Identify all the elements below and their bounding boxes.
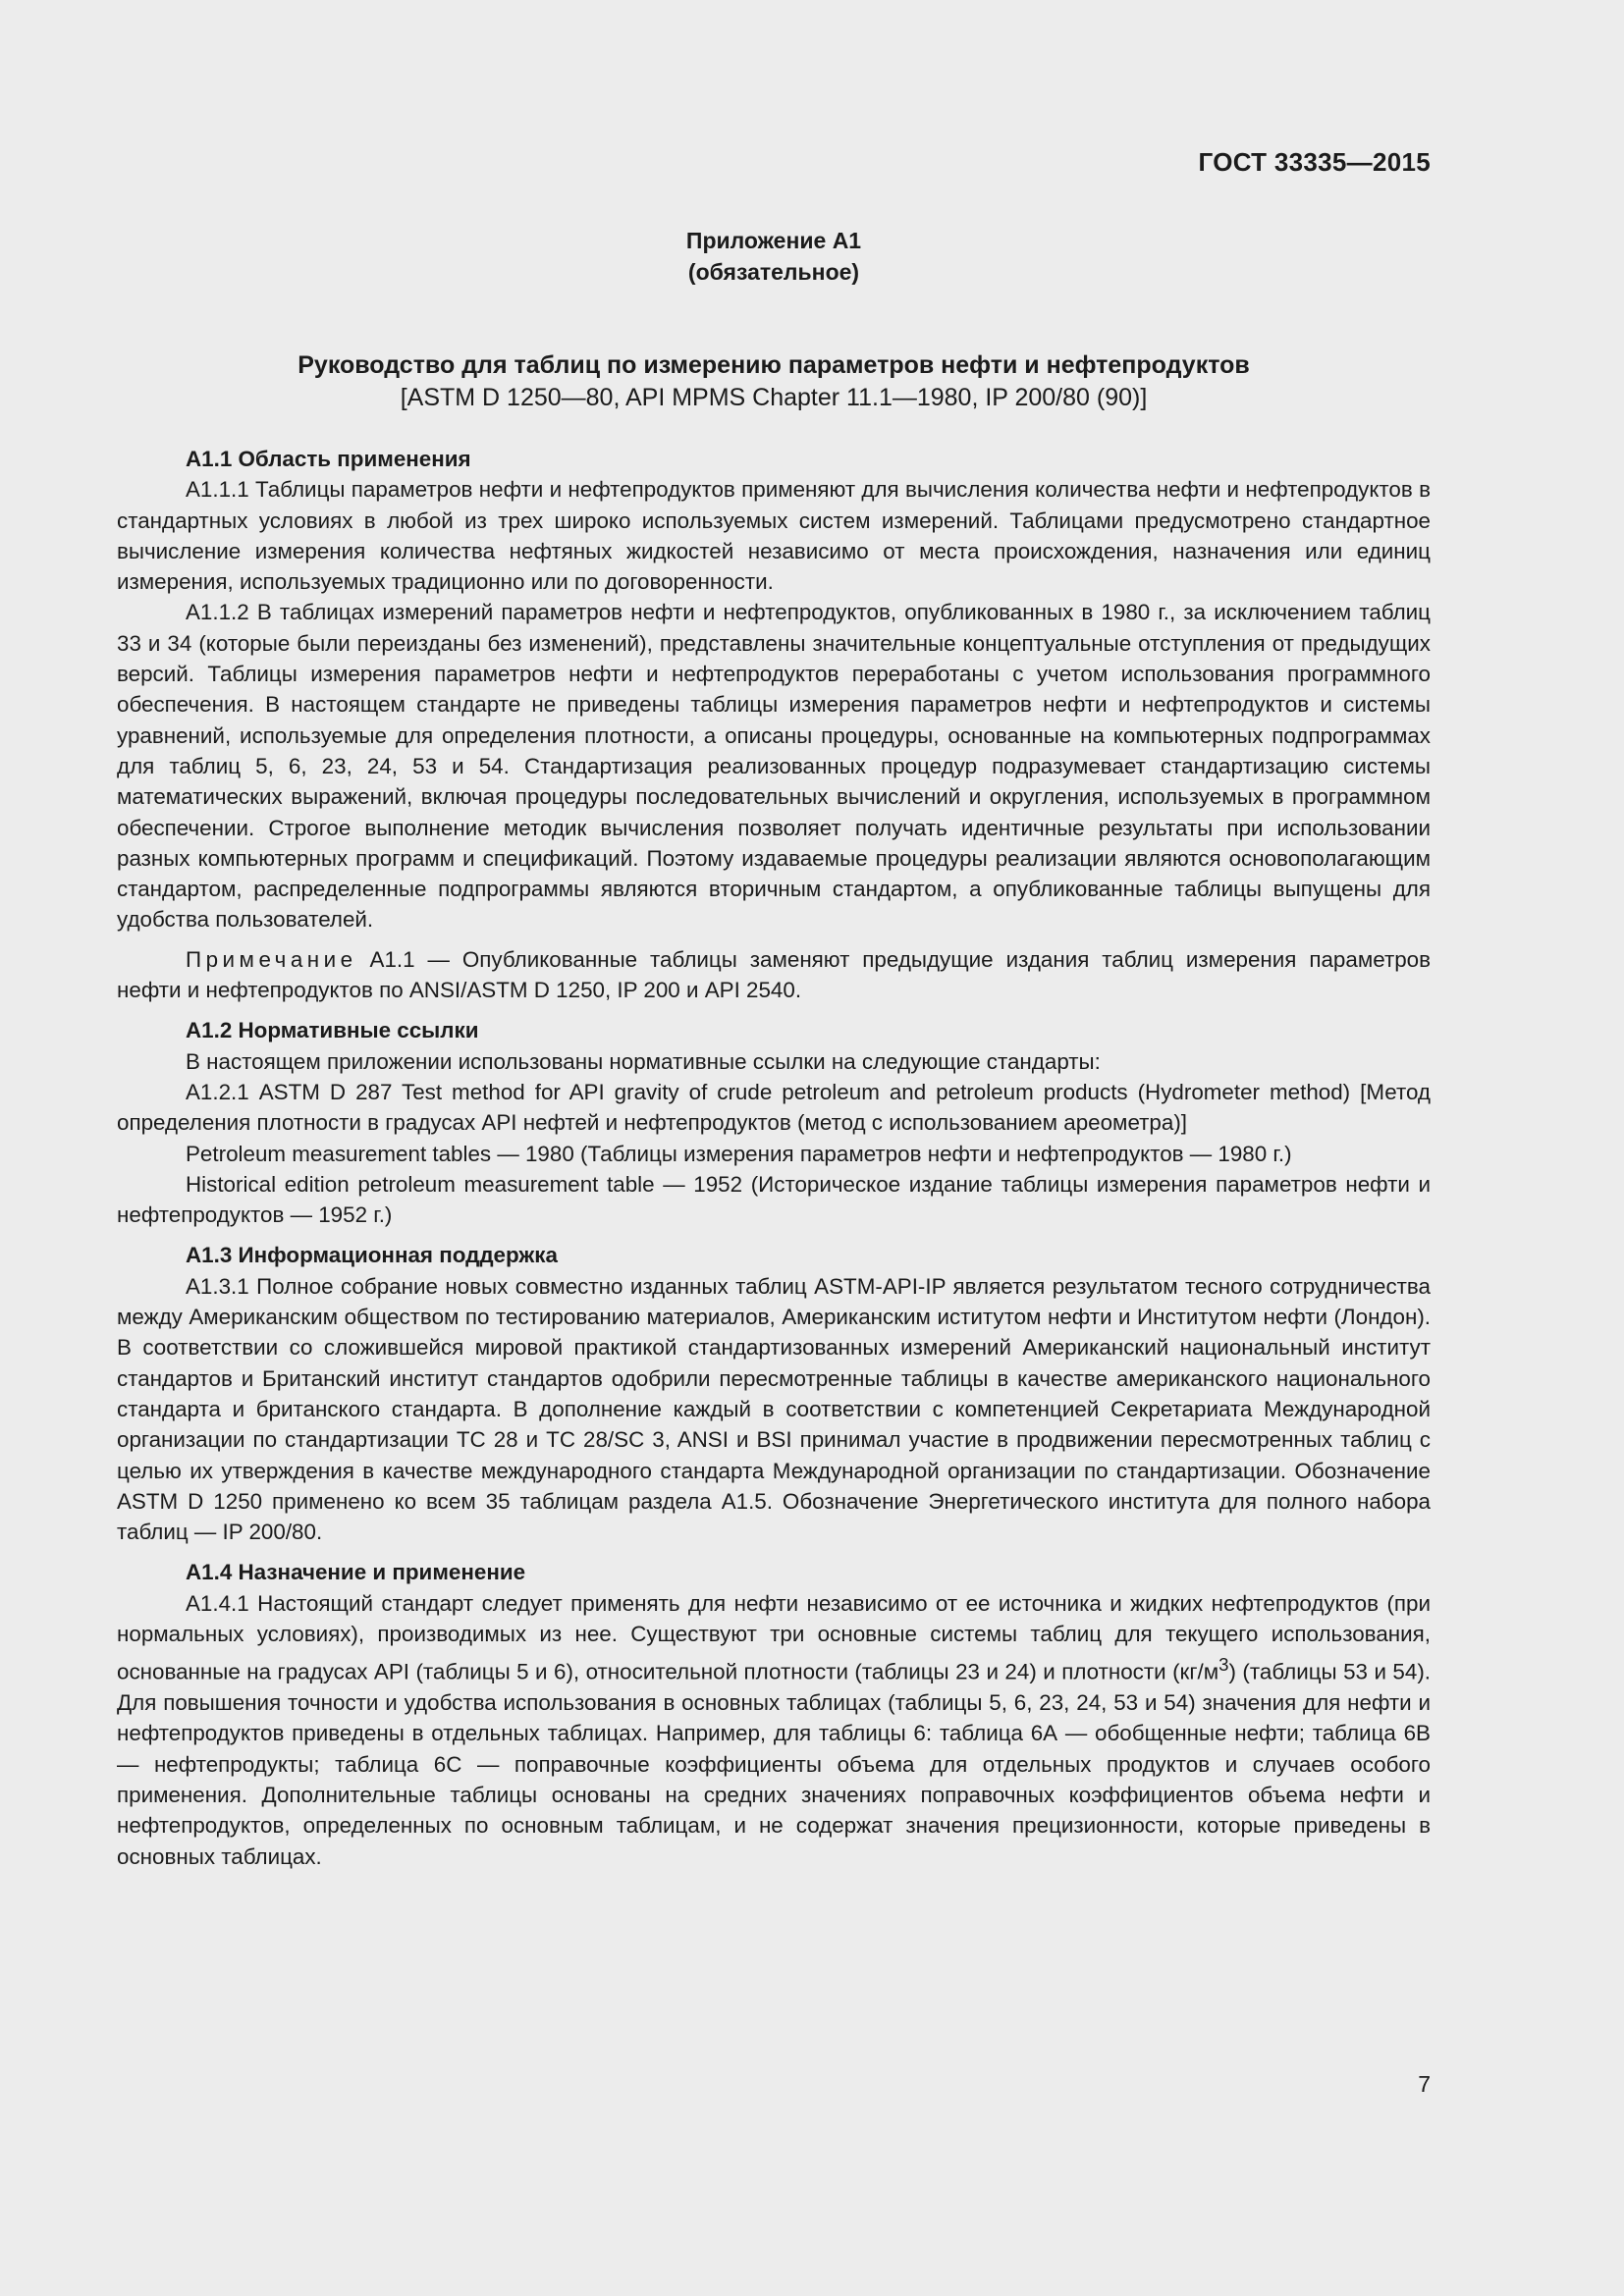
document-body xyxy=(117,444,1431,1872)
document-title xyxy=(117,349,1431,414)
section-heading-purpose: А1.4 Назначение и применение xyxy=(186,1560,526,1585)
section-heading-references: А1.2 Нормативные ссылки xyxy=(186,1018,479,1043)
page-number: 7 xyxy=(1418,2071,1431,2097)
paragraph-a1-1-1: А1.1.1 Таблицы параметров нефти и нефтепродуктов применяют для вычисления количества нефти и нефтепродуктов в стандартных условиях в любой из трех широко используемых систем измерений. Таблицами предусмотрено стандартное вычисление измерения количества нефтяных жидкостей независимо от места происхождения, назначения или единиц измерения, используемых традиционно или по договоренности. xyxy=(117,477,1431,595)
paragraph-a1-4-1-end: ) (таблицы 53 и 54). Для повышения точности и удобства использования в основных таблицах (таблицы 5, 6, 23, 24, 53 и 54) значения для нефти и нефтепродуктов приведены в отдельных таблицах. Например, для таблицы 6: таблица 6А — обобщенные нефти; таблица 6В — нефтепродукты; таблица 6С — поправочные коэффициенты объема для отдельных продуктов и случаев особого применения. Дополнительные таблицы основаны на средних значениях поправочных коэффициентов объема нефти и нефтепродуктов, определенных по основным таблицам, и не содержат значения прецизионности, которые приведены в основных таблицах. xyxy=(117,1659,1431,1869)
document-code: ГОСТ 33335—2015 xyxy=(1198,147,1431,177)
document-page xyxy=(117,0,1431,2296)
paragraph-a1-4-1-start: А1.4.1 Настоящий стандарт следует применять для нефти независимо от ее источника и жидких нефтепродуктов (при нормальных условиях), производимых из нее. Существуют три основные системы таблиц для текущего использования, основанные на градусах API (таблицы 5 и 6), относительной плотности (таблицы 23 и 24) и плотности (кг/м xyxy=(117,1590,1431,1684)
superscript-exponent: 3 xyxy=(1218,1654,1229,1676)
paragraph-a1-4-1 xyxy=(117,1588,1431,1872)
paragraph-a1-1-2: А1.1.2 В таблицах измерений параметров нефти и нефтепродуктов, опубликованных в 1980 г., за исключением таблиц 33 и 34 (которые были переизданы без изменений), представлены значительные концептуальные отступления от предыдущих версий. Таблицы измерения параметров нефти и нефтепродуктов переработаны с учетом использования программного обеспечения. В настоящем стандарте не приведены таблицы измерения параметров нефти и нефтепродуктов и системы уравнений, используемые для определения плотности, а описаны процедуры, основанные на компьютерных подпрограммах для таблиц 5, 6, 23, 24, 53 и 54. Стандартизация реализованных процедур подразумевает стандартизацию системы математических выражений, включая процедуры последовательных вычислений и округления, используемых в программном обеспечении. Строгое выполнение методик вычисления позволяет получать идентичные результаты при использовании разных компьютерных программ и спецификаций. Поэтому издаваемые процедуры реализации являются основополагающим стандартом, распределенные подпрограммы являются вторичным стандартом, а опубликованные таблицы выпущены для удобства пользователей. xyxy=(117,600,1431,933)
title-main: Руководство для таблиц по измерению параметров нефти и нефтепродуктов xyxy=(298,351,1250,379)
references-intro: В настоящем приложении использованы нормативные ссылки на следующие стандарты: xyxy=(186,1048,1101,1074)
reference-tables-1952: Historical edition petroleum measurement table — 1952 (Историческое издание таблицы измерения параметров нефти и нефтепродуктов — 1952 г.) xyxy=(117,1171,1431,1228)
reference-astm-d287: А1.2.1 ASTM D 287 Test method for API gravity of crude petroleum and petroleum products (Hydrometer method) [Метод определения плотности в градусах API нефтей и нефтепродуктов (метод с использованием ареометра)] xyxy=(117,1079,1431,1136)
note-a1-1 xyxy=(117,944,1431,1006)
section-heading-scope: А1.1 Область применения xyxy=(186,447,471,471)
annex-title: Приложение А1 xyxy=(685,228,862,253)
reference-tables-1980: Petroleum measurement tables — 1980 (Таблицы измерения параметров нефти и нефтепродуктов — 1980 г.) xyxy=(186,1141,1292,1166)
note-label: Примечание xyxy=(186,946,357,972)
annex-status: (обязательное) xyxy=(687,259,860,285)
section-heading-support: А1.3 Информационная поддержка xyxy=(186,1243,558,1268)
title-subtitle: [ASTM D 1250—80, API MPMS Chapter 11.1—1980, IP 200/80 (90)] xyxy=(400,384,1148,411)
note-text: А1.1 — Опубликованные таблицы заменяют предыдущие издания таблиц измерения параметров нефти и нефтепродуктов по ANSI/ASTM D 1250, IP 200 и API 2540. xyxy=(117,946,1431,1003)
annex-heading xyxy=(117,225,1431,288)
paragraph-a1-3-1: А1.3.1 Полное собрание новых совместно изданных таблиц ASTM-API-IP является результатом тесного сотрудничества между Американским обществом по тестированию материалов, Американским иститутом нефти и Институтом нефти (Лондон). В соответствии со сложившейся мировой практикой стандартизованных измерений Американский национальный институт стандартов и Британский институт стандартов одобрили пересмотренные таблицы в качестве американского национального стандарта и британского стандарта. В дополнение каждый в соответствии с компетенцией Секретариата Международной организации по стандартизации ТС 28 и ТС 28/SC 3, ANSI и BSI принимал участие в продвижении пересмотренных таблиц с целью их утверждения в качестве международного стандарта Международной организации по стандартизации. Обозначение ASTM D 1250 применено ко всем 35 таблицам раздела А1.5. Обозначение Энергетического института для полного набора таблиц — IP 200/80. xyxy=(117,1273,1431,1545)
